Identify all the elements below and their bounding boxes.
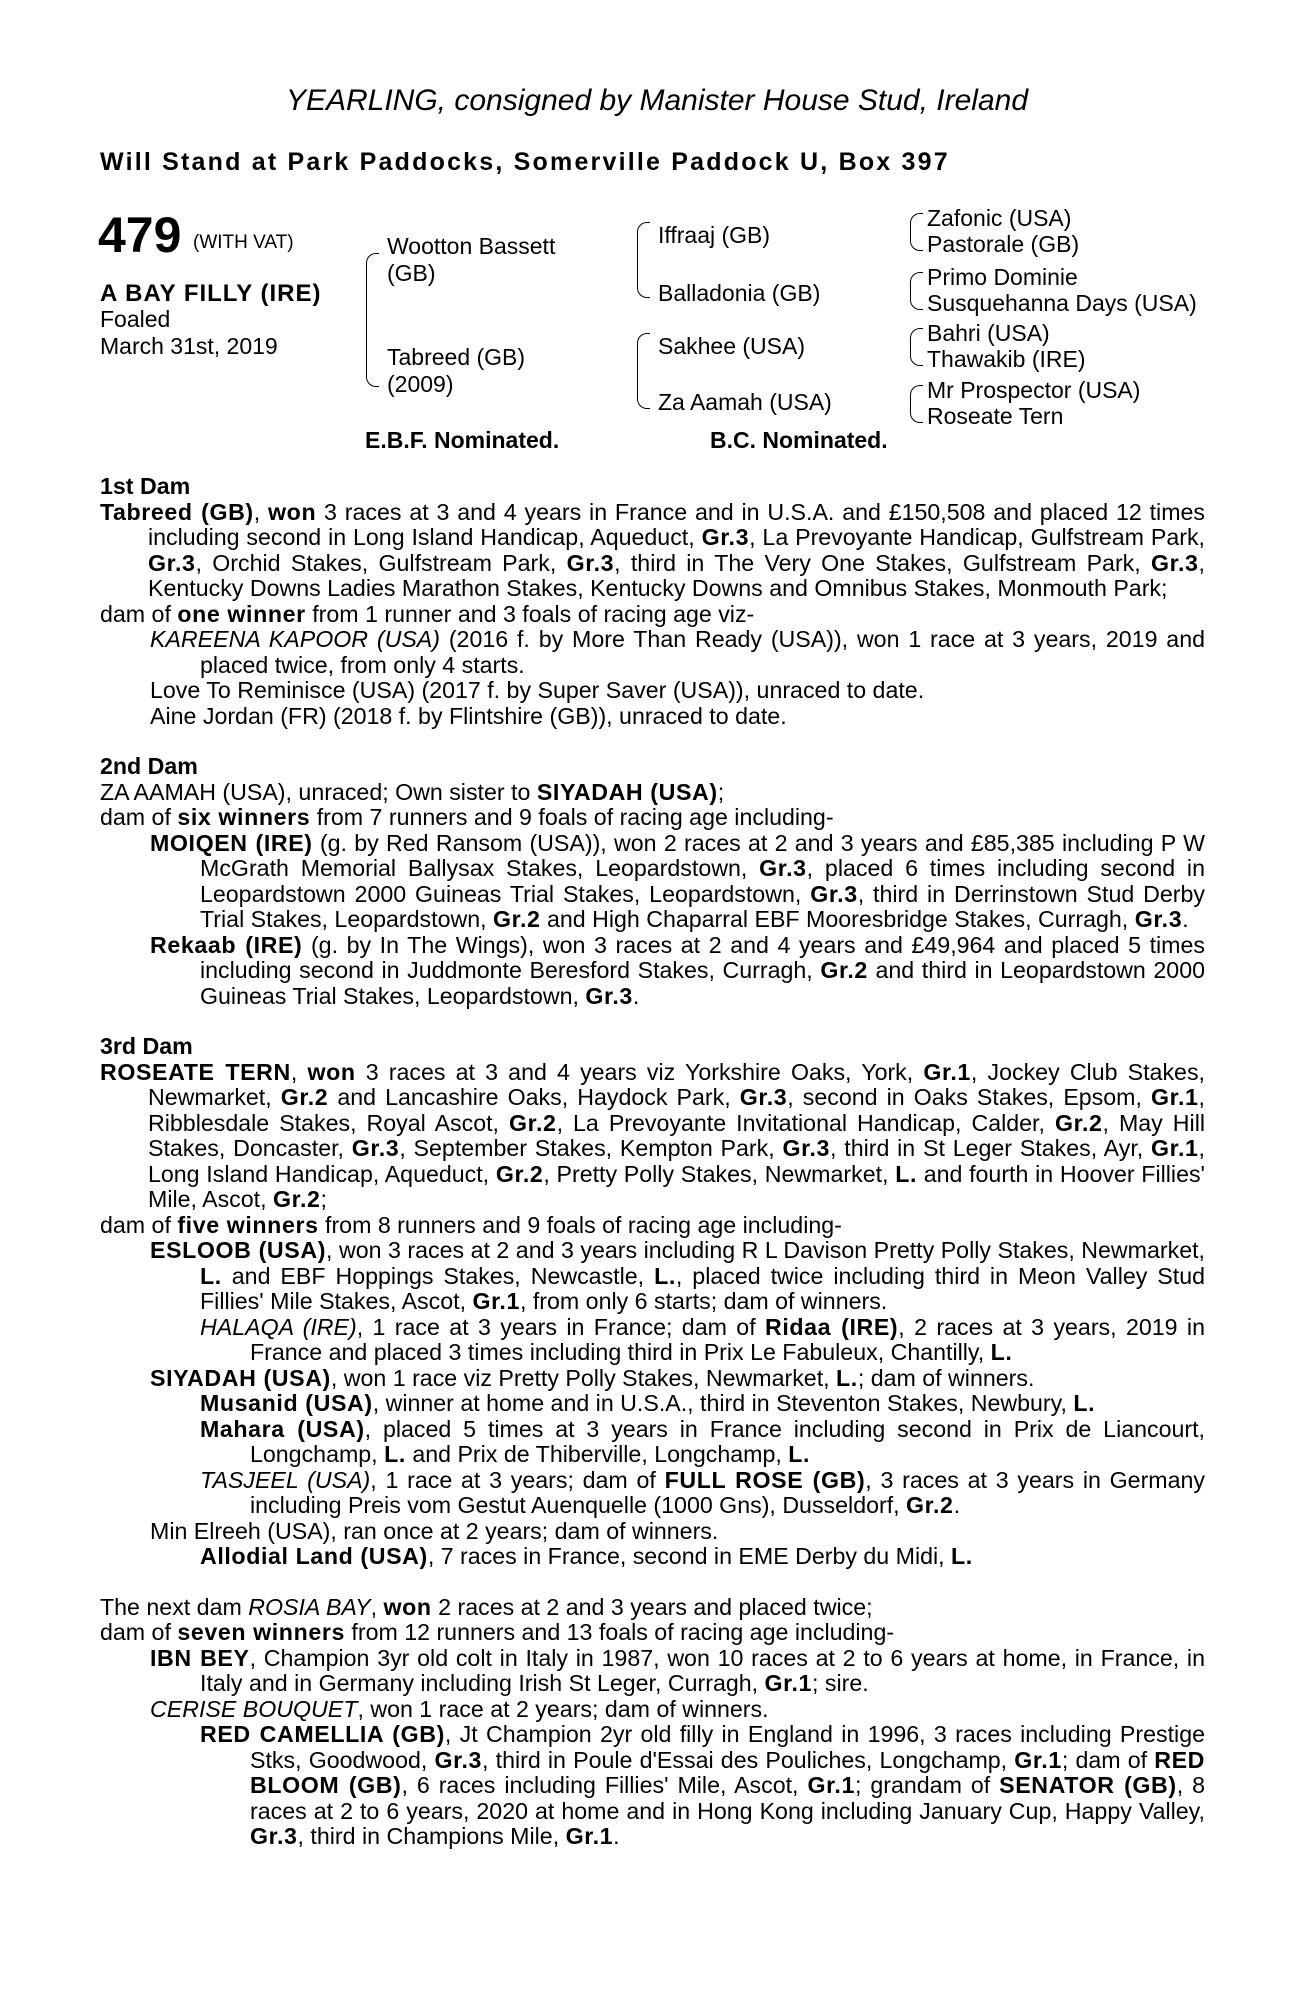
horse-name: ESLOOB (USA): [150, 1237, 327, 1263]
allodial-entry: [100, 1544, 1205, 1570]
pedigree-dam: [387, 344, 525, 398]
grade: Gr.3: [585, 982, 633, 1009]
catalogue-body: [100, 474, 1205, 1850]
moiqen-entry: [100, 831, 1205, 933]
minelreeh-entry: Min Elreeh (USA), ran once at 2 years; dam of winners.: [150, 1517, 719, 1544]
text: , La Prevoyante Handicap, Gulfstream Park,: [749, 524, 1205, 550]
text: , third in St Leger Stakes, Ayr,: [830, 1135, 1152, 1161]
second-dam-heading: 2nd Dam: [100, 753, 198, 779]
text: ,: [370, 1593, 384, 1620]
grade: Gr.3: [250, 1823, 298, 1849]
text: and fourth in Hoover Fillies' Mile, Ascot,: [148, 1160, 1205, 1212]
tasjeel-entry: [100, 1468, 1205, 1519]
grade: Gr.3: [759, 855, 807, 881]
spacer: [100, 729, 1205, 754]
text: , second in Oaks Stakes, Epsom,: [787, 1084, 1152, 1110]
horse-name: TASJEEL (USA): [200, 1466, 371, 1493]
grade: Gr.3: [351, 1135, 400, 1161]
grade: Gr.3: [148, 549, 196, 576]
grade: Gr.2: [495, 1160, 544, 1187]
brace-dam-line: [637, 333, 650, 409]
grade: Gr.3: [1134, 906, 1183, 932]
horse-name: ROSIA BAY: [248, 1593, 371, 1620]
text: , third in Poule d'Essai des Pouliches, Longchamp,: [482, 1746, 1015, 1773]
horse-name: Rekaab (IRE): [150, 931, 303, 958]
text: , won 1 race viz Pretty Polly Stakes, Newmarket,: [330, 1364, 837, 1391]
text: and Lancashire Oaks, Haydock Park,: [328, 1084, 740, 1110]
first-dam-heading: 1st Dam: [100, 473, 191, 499]
grade: Gr.1: [565, 1823, 614, 1849]
grade: Gr.1: [1014, 1746, 1062, 1773]
grade: Gr.2: [273, 1186, 321, 1212]
roseate-dam-of: [100, 1213, 1205, 1239]
tabreed-won: won: [268, 498, 317, 525]
grade: L.: [1073, 1390, 1096, 1416]
text: from 7 runners and 9 foals of racing age including-: [310, 804, 834, 830]
grade: Gr.3: [701, 524, 750, 550]
text: , May Hill Stakes, Doncaster,: [148, 1109, 1205, 1161]
pedigree-gen3-8: Roseate Tern: [927, 403, 1064, 429]
text: 3 races at 3 and 4 years viz Yorkshire Oaks, York,: [355, 1058, 924, 1085]
pedigree-sire-dam: Balladonia (GB): [658, 280, 821, 306]
text: ;: [717, 778, 725, 805]
text: ; grandam of: [854, 1772, 1000, 1798]
text: 2 races at 2 and 3 years and placed twice;: [431, 1593, 873, 1620]
text: , Long Island Handicap, Aqueduct,: [148, 1135, 1205, 1187]
musanid-entry: [100, 1391, 1205, 1417]
foaled-date: March 31st, 2019: [100, 333, 278, 359]
grade: Gr.3: [810, 880, 858, 907]
grade: L.: [951, 1543, 973, 1569]
grade: Gr.3: [434, 1746, 483, 1773]
dam-year: (2009): [387, 371, 454, 397]
brace-g3-1: [910, 213, 923, 251]
pedigree-gen3-2: Pastorale (GB): [927, 231, 1080, 257]
text: , 6 races including Fillies' Mile, Ascot,: [401, 1772, 808, 1798]
horse-name: SIYADAH (USA): [536, 778, 718, 805]
horse-name: IBN BEY: [150, 1644, 250, 1671]
brace-gen1: [366, 253, 379, 387]
brace-g3-4: [910, 385, 923, 423]
text: , won 3 races at 2 and 3 years including R L Davison Pretty Polly Stakes, Newmarket,: [326, 1237, 1205, 1263]
grade: Gr.2: [509, 1109, 557, 1136]
grade: Gr.1: [923, 1058, 971, 1085]
grade: L.: [200, 1262, 222, 1289]
text: ; dam of: [1061, 1746, 1155, 1773]
love-entry: Love To Reminisce (USA) (2017 f. by Super Saver (USA)), unraced to date.: [150, 677, 925, 703]
text: and third in Leopardstown 2000 Guineas Trial Stakes, Leopardstown,: [200, 957, 1205, 1009]
grade: Gr.3: [739, 1084, 788, 1110]
ibnbey-entry: [100, 1646, 1205, 1697]
horse-name: RED CAMELLIA (GB): [200, 1721, 445, 1747]
text: and EBF Hoppings Stakes, Newcastle,: [221, 1262, 655, 1289]
text: .: [613, 1823, 620, 1849]
text: , placed 6 times including second in Leopardstown 2000 Guineas Trial Stakes, Leopardstown,: [200, 855, 1205, 907]
grade: L.: [788, 1441, 811, 1467]
grade: Gr.2: [1054, 1109, 1103, 1136]
tabreed-dam-of: [100, 602, 1205, 628]
horse-name: Musanid (USA): [200, 1390, 373, 1416]
foaled-info: [100, 306, 278, 360]
mahara-entry: [100, 1417, 1205, 1468]
text: , Pretty Polly Stakes, Newmarket,: [543, 1160, 896, 1187]
horse-name: HALAQA (IRE): [200, 1313, 357, 1340]
grade: L.: [384, 1441, 406, 1467]
pedigree-gen3-4: Susquehanna Days (USA): [927, 290, 1197, 316]
pedigree-gen3-5: Bahri (USA): [927, 320, 1050, 346]
text: , 1 race at 3 years in France; dam of: [356, 1313, 766, 1340]
tabreed-entry: Tabreed (GB), won 3 races at 3 and 4 years in France and in U.S.A. and £150,508 and placed 12 times including second in Long Island Handicap, Aqueduct, Gr.3, La Prevoyante Handicap, Gulfstream Park, Gr.3, Orchid Stakes, Gulfstream Park, Gr.3, third in The Very One Stakes, Gulfstream Park, Gr.3, Kentucky Downs Ladies Marathon Stakes, Kentucky Downs and Omnibus Stakes, Monmouth Park;: [100, 498, 1205, 601]
redcamellia-entry: [100, 1722, 1205, 1850]
consignment-line: YEARLING, consigned by Manister House Stud, Ireland: [285, 84, 1029, 117]
cerise-entry: [100, 1697, 1205, 1723]
horse-name: SENATOR (GB): [999, 1772, 1177, 1798]
text: from 8 runners and 9 foals of racing age including-: [318, 1211, 842, 1238]
text: , placed twice including third in Meon Valley Stud Fillies' Mile Stakes, Ascot,: [200, 1262, 1205, 1314]
esloob-entry: [100, 1238, 1205, 1315]
horse-name: Allodial Land (USA): [200, 1543, 428, 1569]
text: ; sire.: [812, 1670, 869, 1696]
text: , 2 races at 3 years, 2019 in France and placed 3 times including third in Prix Le Fabuleux, Chantilly,: [250, 1313, 1205, 1365]
kareena-entry: [100, 627, 1205, 678]
roseate-entry: ROSEATE TERN, won 3 races at 3 and 4 years viz Yorkshire Oaks, York, Gr.1, Jockey Club Stakes, Newmarket, Gr.2 and Lancashire Oaks, Haydock Park, Gr.3, second in Oaks Stakes, Epsom, Gr.1, Ribblesdale Stakes, Royal Ascot, Gr.2, La Prevoyante Invitational Handicap, Calder, Gr.2, May Hill Stakes, Doncaster, Gr.3, September Stakes, Kempton Park, Gr.3, third in St Leger Stakes, Ayr, Gr.1, Long Island Handicap, Aqueduct, Gr.2, Pretty Polly Stakes, Newmarket, L. and fourth in Hoover Fillies' Mile, Ascot, Gr.2;: [100, 1058, 1205, 1212]
horse-name: KAREENA KAPOOR (USA): [150, 626, 440, 652]
grade: Gr.1: [1151, 1084, 1199, 1110]
text: , third in The Very One Stakes, Gulfstream Park,: [614, 549, 1151, 576]
text: The next dam: [100, 1593, 249, 1620]
horse-name: FULL ROSE (GB): [664, 1466, 866, 1493]
text: , from only 6 starts; dam of winners.: [519, 1288, 888, 1314]
text: , winner at home and in U.S.A., third in Steventon Stakes, Newbury,: [372, 1390, 1074, 1416]
text: .: [1182, 906, 1189, 932]
text: , placed 5 times at 3 years in France including second in Prix de Liancourt, Longchamp,: [250, 1415, 1205, 1467]
grade: Gr.1: [807, 1772, 855, 1798]
text: , September Stakes, Kempton Park,: [399, 1135, 783, 1161]
text: , 3 races at 3 years in Germany including Preis vom Gestut Auenquelle (1000 Gns), Dusseldorf,: [250, 1466, 1205, 1518]
pedigree-dam-dam: Za Aamah (USA): [658, 389, 832, 415]
vat-note: (WITH VAT): [193, 232, 294, 253]
text: (g. by In The Wings), won 3 races at 2 and 4 years and £49,964 and placed 5 times including second in Juddmonte Beresford Stakes, Curragh,: [200, 931, 1205, 983]
text: , 7 races in France, second in EME Derby du Midi,: [427, 1543, 952, 1569]
grade: Gr.1: [764, 1670, 813, 1696]
text: , Champion 3yr old colt in Italy in 1987, won 10 races at 2 to 6 years at home, in France, in Italy and in Germany including Irish St Leger, Curragh,: [200, 1644, 1205, 1696]
pedigree-sire-sire: Iffraaj (GB): [658, 222, 771, 248]
pedigree-sire: [387, 233, 555, 287]
won: won: [307, 1058, 356, 1085]
text: ;: [320, 1186, 327, 1212]
grade: Gr.1: [472, 1288, 520, 1314]
text: .: [953, 1492, 961, 1518]
text: from 1 runner and 3 foals of racing age viz-: [305, 600, 755, 627]
grade: Gr.2: [820, 957, 868, 983]
grade: L.: [836, 1364, 858, 1391]
text: and Prix de Thiberville, Longchamp,: [405, 1441, 789, 1467]
winners-count: five winners: [177, 1211, 319, 1238]
text: (2016 f. by More Than Ready (USA)), won 1 race at 3 years, 2019 and placed twice, from only 4 starts.: [200, 626, 1205, 678]
text: ; dam of winners.: [857, 1364, 1035, 1391]
brace-g3-3: [910, 328, 923, 366]
grade: Gr.2: [280, 1084, 329, 1110]
third-dam-heading: 3rd Dam: [100, 1033, 193, 1059]
horse-name: Mahara (USA): [200, 1415, 365, 1442]
sire-country: (GB): [387, 260, 436, 286]
rekaab-entry: [100, 933, 1205, 1010]
text: dam of: [100, 600, 178, 627]
grade: Gr.3: [782, 1135, 830, 1161]
text: , Jockey Club Stakes, Newmarket,: [148, 1058, 1205, 1110]
grade: L.: [990, 1339, 1013, 1365]
spacer: [100, 1009, 1205, 1034]
rosia-entry: [100, 1595, 1205, 1621]
pedigree-gen3-1: Zafonic (USA): [927, 205, 1072, 231]
won: won: [383, 1593, 432, 1620]
text: , Orchid Stakes, Gulfstream Park,: [195, 549, 567, 576]
zaaamah-entry: [100, 780, 1205, 806]
bc-nominated: B.C. Nominated.: [710, 427, 888, 453]
text: , Kentucky Downs Ladies Marathon Stakes, Kentucky Downs and Omnibus Stakes, Monmouth Park;: [148, 549, 1205, 601]
text: , Jt Champion 2yr old filly in England in 1996, 3 races including Prestige Stks, Goodwood,: [250, 1721, 1205, 1773]
winners-count: one winner: [177, 600, 306, 627]
text: 3 races at 3 and 4 years in France and in U.S.A. and £150,508 and placed 12 times including second in Long Island Handicap, Aqueduct,: [148, 498, 1205, 550]
grade: Gr.2: [493, 906, 541, 932]
pedigree-dam-sire: Sakhee (USA): [658, 333, 806, 359]
text: , La Prevoyante Invitational Handicap, Calder,: [556, 1109, 1055, 1136]
rosia-dam-of: [100, 1620, 1205, 1646]
tabreed-name: Tabreed (GB): [100, 498, 254, 525]
spacer: [100, 1570, 1205, 1595]
stand-location: Will Stand at Park Paddocks, Somerville Paddock U, Box 397: [100, 148, 950, 176]
horse-name: SIYADAH (USA): [150, 1364, 331, 1391]
brace-g3-2: [910, 272, 923, 310]
aine-entry: Aine Jordan (FR) (2018 f. by Flintshire (GB)), unraced to date.: [150, 702, 787, 729]
sire-name: Wootton Bassett: [387, 233, 556, 259]
text: dam of: [100, 804, 178, 830]
dam-name: Tabreed (GB): [387, 344, 526, 370]
grade: L.: [895, 1160, 917, 1187]
winners-count: six winners: [177, 804, 311, 830]
text: ZA AAMAH (USA), unraced; Own sister to: [100, 778, 537, 805]
text: , 8 races at 2 to 6 years, 2020 at home and in Hong Kong including January Cup, Happy Valley,: [250, 1772, 1206, 1824]
brace-sire-line: [637, 222, 650, 298]
grade: Gr.3: [1151, 549, 1199, 576]
horse-name: Ridaa (IRE): [765, 1313, 899, 1340]
text: .: [632, 982, 640, 1009]
text: , third in Champions Mile,: [297, 1823, 566, 1849]
pedigree-gen3-3: Primo Dominie: [927, 264, 1078, 290]
text: from 12 runners and 13 foals of racing age including-: [344, 1619, 895, 1645]
foaled-label: Foaled: [100, 306, 171, 332]
ebf-nominated: E.B.F. Nominated.: [365, 427, 560, 453]
text: , Ribblesdale Stakes, Royal Ascot,: [148, 1084, 1205, 1136]
text: , 1 race at 3 years; dam of: [370, 1466, 665, 1493]
horse-name: MOIQEN (IRE): [150, 829, 313, 856]
pedigree-gen3-7: Mr Prospector (USA): [927, 377, 1141, 403]
text: dam of: [100, 1211, 178, 1238]
horse-name: A BAY FILLY (IRE): [100, 280, 322, 307]
lot-number: 479: [98, 207, 182, 263]
grade: Gr.2: [906, 1492, 954, 1518]
siyadah-entry: [100, 1366, 1205, 1392]
zaaamah-dam-of: [100, 805, 1205, 831]
grade: Gr.3: [566, 549, 615, 576]
text: , third in Derrinstown Stud Derby Trial Stakes, Leopardstown,: [200, 880, 1205, 932]
grade: L.: [654, 1262, 676, 1289]
text: , won 1 race at 2 years; dam of winners.: [357, 1695, 769, 1722]
pedigree-gen3-6: Thawakib (IRE): [927, 346, 1086, 372]
horse-name: RED BLOOM (GB): [250, 1746, 1205, 1798]
horse-name: CERISE BOUQUET: [150, 1695, 358, 1722]
grade: Gr.1: [1151, 1135, 1199, 1161]
halaqa-entry: [100, 1315, 1205, 1366]
text: and High Chaparral EBF Mooresbridge Stakes, Curragh,: [540, 906, 1135, 932]
text: (g. by Red Ransom (USA)), won 2 races at 2 and 3 years and £85,385 including P W McGrath Memorial Ballysax Stakes, Leopardstown,: [200, 829, 1205, 881]
horse-name: ROSEATE TERN: [100, 1058, 291, 1085]
text: dam of: [100, 1619, 178, 1645]
winners-count: seven winners: [177, 1619, 345, 1645]
